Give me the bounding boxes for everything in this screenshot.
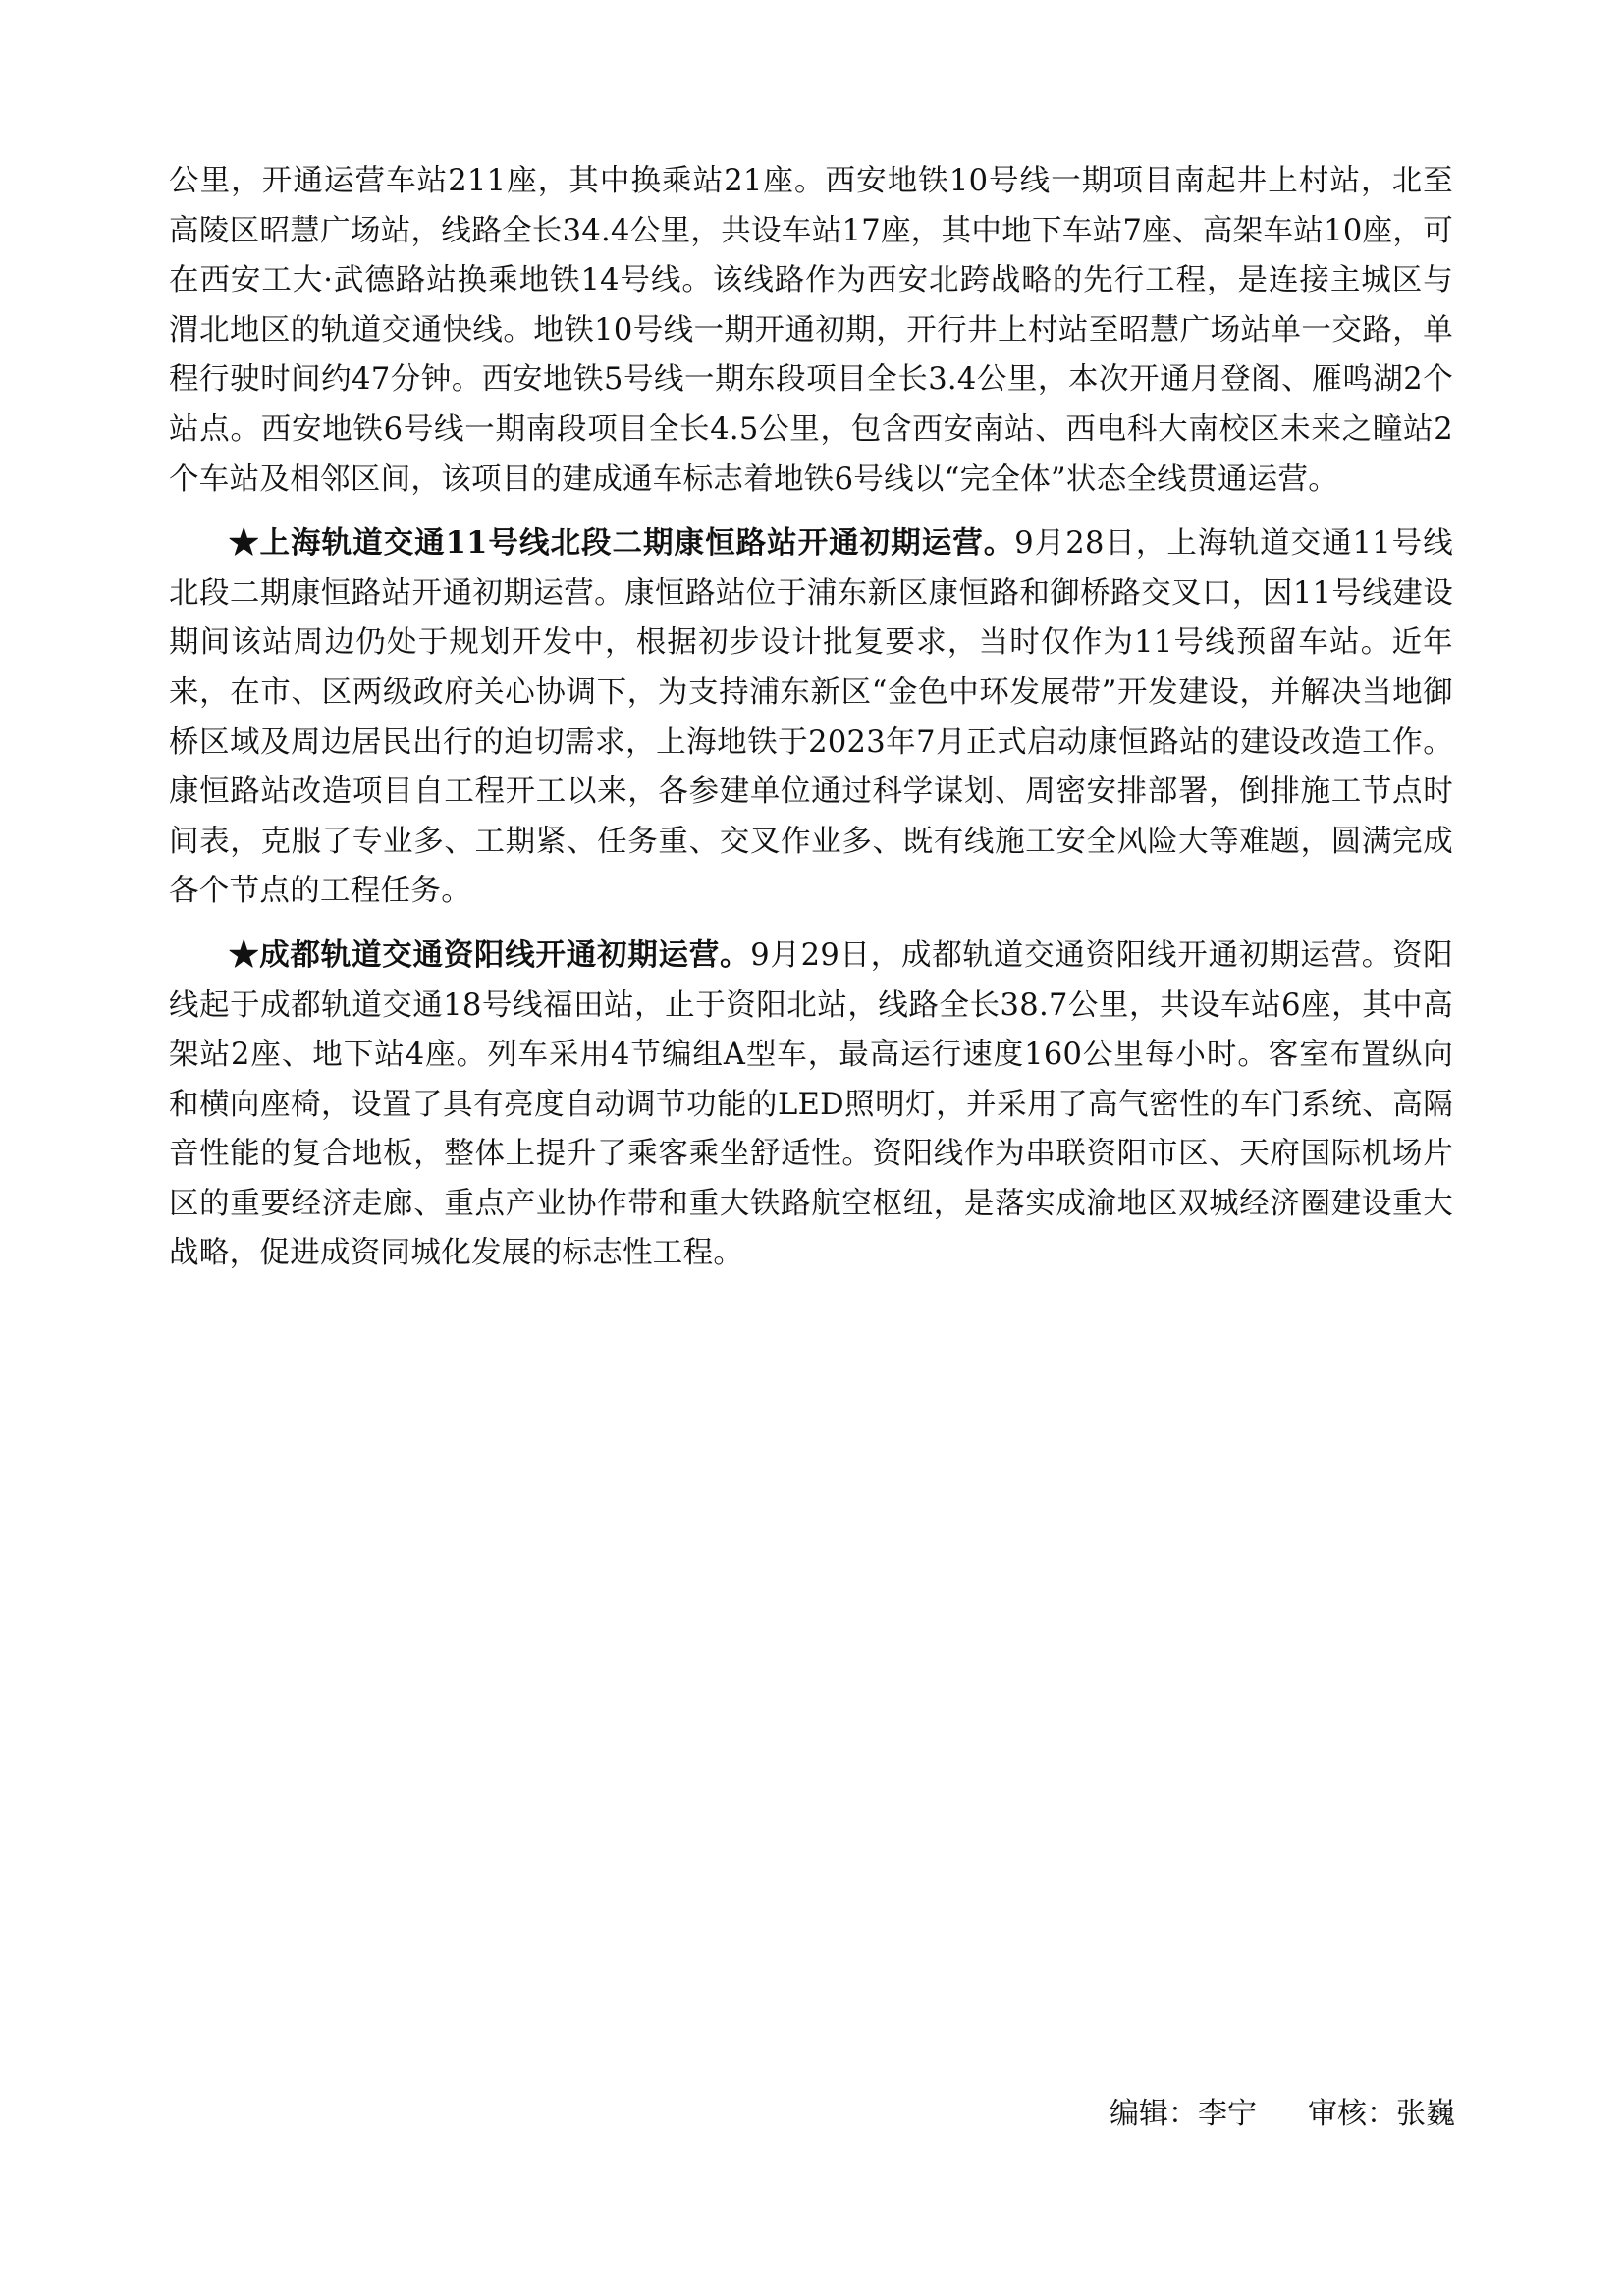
article-body — [169, 157, 1453, 1293]
paragraph-headline: ★上海轨道交通11号线北段二期康恒路站开通初期运营。 — [229, 525, 1015, 561]
paragraph-xian-metro — [169, 157, 1453, 505]
paragraph-text: 9月29日，成都轨道交通资阳线开通初期运营。资阳线起于成都轨道交通18号线福田站，止于资阳北站，线路全长38.7公里，共设车站6座，其中高架站2座、地下站4座。列车采用4节编组A型车，最高运行速度160公里每小时。客室布置纵向和横向座椅，设置了具有亮度自动调节功能的LED照明灯，并采用了高气密性的车门系统、高隔音性能的复合地板，整体上提升了乘客乘坐舒适性。资阳线作为串联资阳市区、天府国际机场片区的重要经济走廊、重点产业协作带和重大铁路航空枢纽，是落实成渝地区双城经济圈建设重大战略，促进成资同城化发展的标志性工程。 — [169, 937, 1453, 1271]
paragraph-text: 9月28日，上海轨道交通11号线北段二期康恒路站开通初期运营。康恒路站位于浦东新区康恒路和御桥路交叉口，因11号线建设期间该站周边仍处于规划开发中，根据初步设计批复要求，当时仅作为11号线预留车站。近年来，在市、区两级政府关心协调下，为支持浦东新区“金色中环发展带”开发建设，并解决当地御桥区域及周边居民出行的迫切需求，上海地铁于2023年7月正式启动康恒路站的建设改造工作。康恒路站改造项目自工程开工以来，各参建单位通过科学谋划、周密安排部署，倒排施工节点时间表，克服了专业多、工期紧、任务重、交叉作业多、既有线施工安全风险大等难题，圆满完成各个节点的工程任务。 — [169, 526, 1454, 909]
editor-credit: 编辑：李宁 — [1110, 2097, 1257, 2131]
paragraph-text: 公里，开通运营车站211座，其中换乘站21座。西安地铁10号线一期项目南起井上村站，北至高陵区昭慧广场站，线路全长34.4公里，共设车站17座，其中地下车站7座、高架车站10座，可在西安工大·武德路站换乘地铁14号线。该线路作为西安北跨战略的先行工程，是连接主城区与渭北地区的轨道交通快线。地铁10号线一期开通初期，开行井上村站至昭慧广场站单一交路，单程行驶时间约47分钟。西安地铁5号线一期东段项目全长3.4公里，本次开通月登阁、雁鸣湖2个站点。西安地铁6号线一期南段项目全长4.5公里，包含西安南站、西电科大南校区未来之瞳站2个车站及相邻区间，该项目的建成通车标志着地铁6号线以“完全体”状态全线贯通运营。 — [169, 164, 1453, 497]
paragraph-headline: ★成都轨道交通资阳线开通初期运营。 — [229, 936, 751, 973]
paragraph-chengdu-ziyang-line — [169, 931, 1453, 1279]
paragraph-shanghai-line-11 — [169, 518, 1453, 917]
page-footer — [1110, 2093, 1455, 2136]
reviewer-credit: 审核：张巍 — [1308, 2097, 1455, 2131]
